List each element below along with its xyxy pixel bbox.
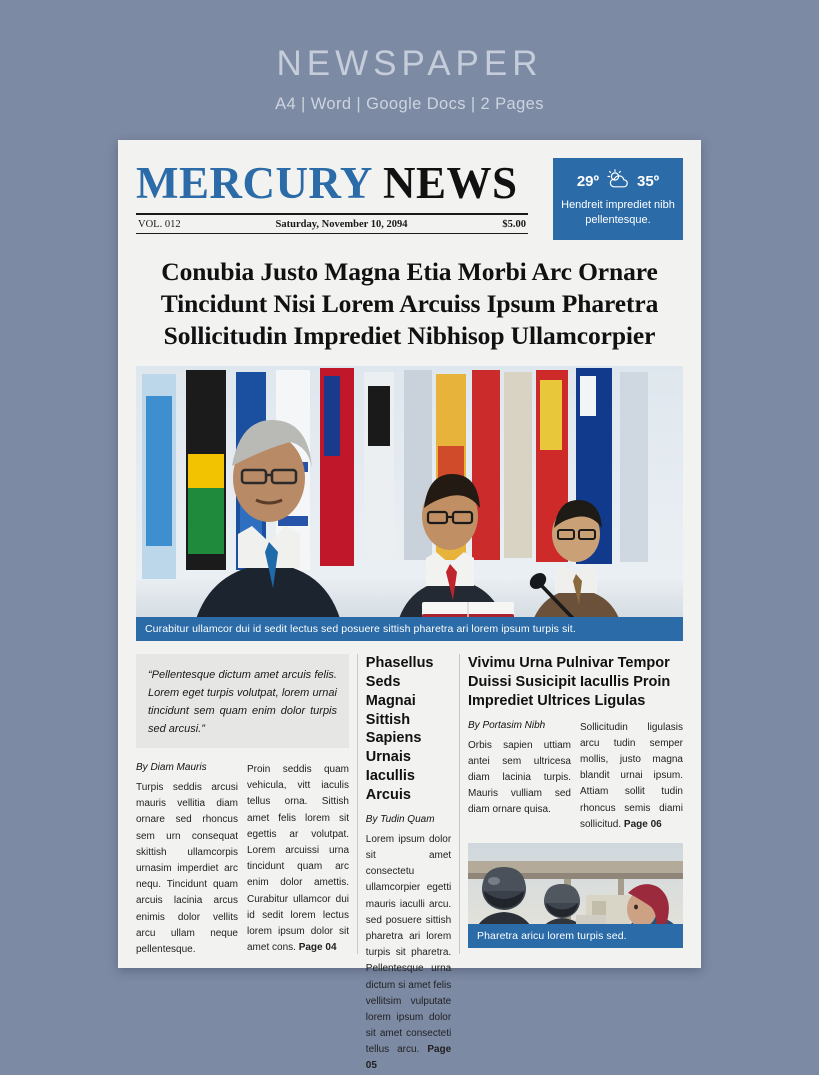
weather-high-temp: 35º <box>637 172 660 190</box>
hero-photo <box>136 366 683 641</box>
issue-date: Saturday, November 10, 2094 <box>275 219 408 231</box>
promo-subtitle: A4 | Word | Google Docs | 2 Pages <box>275 95 544 113</box>
article-left <box>136 654 349 954</box>
article-left-columns <box>136 762 349 958</box>
publication-title <box>136 160 528 207</box>
article-right-body-1: Orbis sapien uttiam antei sem ultricesa diam lacinia turpis. Mauris vulliam sed diam ornare quisa. <box>468 739 571 816</box>
masthead-rule-bottom <box>136 233 528 234</box>
weather-temperatures <box>561 169 675 193</box>
publication-title-primary: MERCURY <box>136 158 372 208</box>
article-right-columns <box>468 720 683 833</box>
weather-box <box>553 158 683 240</box>
issue-price: $5.00 <box>502 219 526 231</box>
column-gap <box>238 762 247 958</box>
article-left-page-ref[interactable]: Page 04 <box>298 942 337 954</box>
publication-title-secondary: NEWS <box>382 158 518 208</box>
main-headline: Conubia Justo Magna Etia Morbi Arc Ornare Tincidunt Nisi Lorem Arcuiss Ipsum Pharetra Sollicitudin Imprediet Nibhisop Ullamcorpier <box>160 256 659 350</box>
hero-caption: Curabitur ullamcor dui id sedit lectus sed posuere sittish pharetra ari lorem ipsum turpis sit. <box>136 617 683 641</box>
article-left-column-1 <box>136 762 238 958</box>
article-middle-byline: By Tudin Quam <box>365 813 435 825</box>
article-right-headline: Vivimu Urna Pulnivar Tempor Duissi Susicipit Iacullis Proin Imprediet Ultrices Ligulas <box>468 655 671 709</box>
article-left-body-1: Turpis seddis arcusi mauris vellitia diam ornare sed rhoncus sem urn consequat skittish ullamcorpis urnasim imperdiet arc nequ. Tincidunt quam arcuis lacinia arcus enimis dolor vellits arcu ullam neque pellentesque. <box>136 782 238 955</box>
secondary-photo <box>468 843 683 948</box>
article-middle <box>365 654 452 1072</box>
article-middle-page-ref[interactable]: Page 05 <box>365 1044 452 1072</box>
weather-low-temp: 29º <box>576 172 599 190</box>
masthead-info <box>136 215 528 233</box>
pull-quote: “Pellentesque dictum amet arcuis felis. Lorem eget turpis volutpat, lorem urnai tincidunt sem quam enim dolor turpis sed arcusi.” <box>136 654 349 748</box>
press-conference-image <box>136 366 683 641</box>
masthead-left <box>136 156 528 234</box>
secondary-photo-caption: Pharetra aricu lorem turpis sed. <box>468 924 683 948</box>
volume-number: VOL. 012 <box>138 219 181 231</box>
weather-description: Hendreit imprediet nibh pellentesque. <box>561 199 675 226</box>
article-right <box>468 654 683 954</box>
page-content <box>136 156 683 1072</box>
column-divider <box>459 654 460 954</box>
article-middle-headline: Phasellus Seds Magnai Sittish Sapiens Urnais Iacullis Arcuis <box>365 655 434 803</box>
article-right-column-1 <box>468 720 571 833</box>
column-gap <box>571 720 580 833</box>
article-left-column-2 <box>247 762 349 958</box>
column-divider <box>357 654 358 954</box>
promo-header <box>0 0 819 114</box>
lower-section <box>136 654 683 1072</box>
promo-title: NEWSPAPER <box>276 44 543 83</box>
article-left-body-2: Proin seddis quam vehicula, vitt iaculis tellus orna. Sittish amet felis lorem sit egettis ar volutpat. Lorem arcuissi urna tincidunt quam arc enim dolor amettis. Curabitur ullamcor dui id sedit lorem lectus lorem ipsum dolor sit amet cons. Page 04 <box>247 764 349 954</box>
masthead <box>136 156 683 240</box>
article-right-byline: By Portasim Nibh <box>468 719 546 731</box>
article-right-body-2: Sollicitudin ligulasis arcu tudin semper mollis, justo magna blandit urnai ipsum. Attiam sollit tudin rhoncus semis diami sollicitud. Page 06 <box>580 721 683 830</box>
newspaper-page <box>118 140 701 1072</box>
sun-behind-cloud-icon <box>605 169 631 193</box>
article-middle-body: Lorem ipsum dolor sit amet consectetu ullamcorpier egetti mauris iaculli arcu. sed posuere sittish pharetra ari lorem turpis sit pharetra. Pellentesque urna dictum si amet felis vellitsim vulputate lorem ipsum dolor sit amet consecteti tellus arcu. Page 05 <box>365 833 452 1072</box>
article-right-page-ref[interactable]: Page 06 <box>623 818 662 830</box>
article-left-byline: By Diam Mauris <box>136 762 207 774</box>
article-right-column-2 <box>580 720 683 833</box>
